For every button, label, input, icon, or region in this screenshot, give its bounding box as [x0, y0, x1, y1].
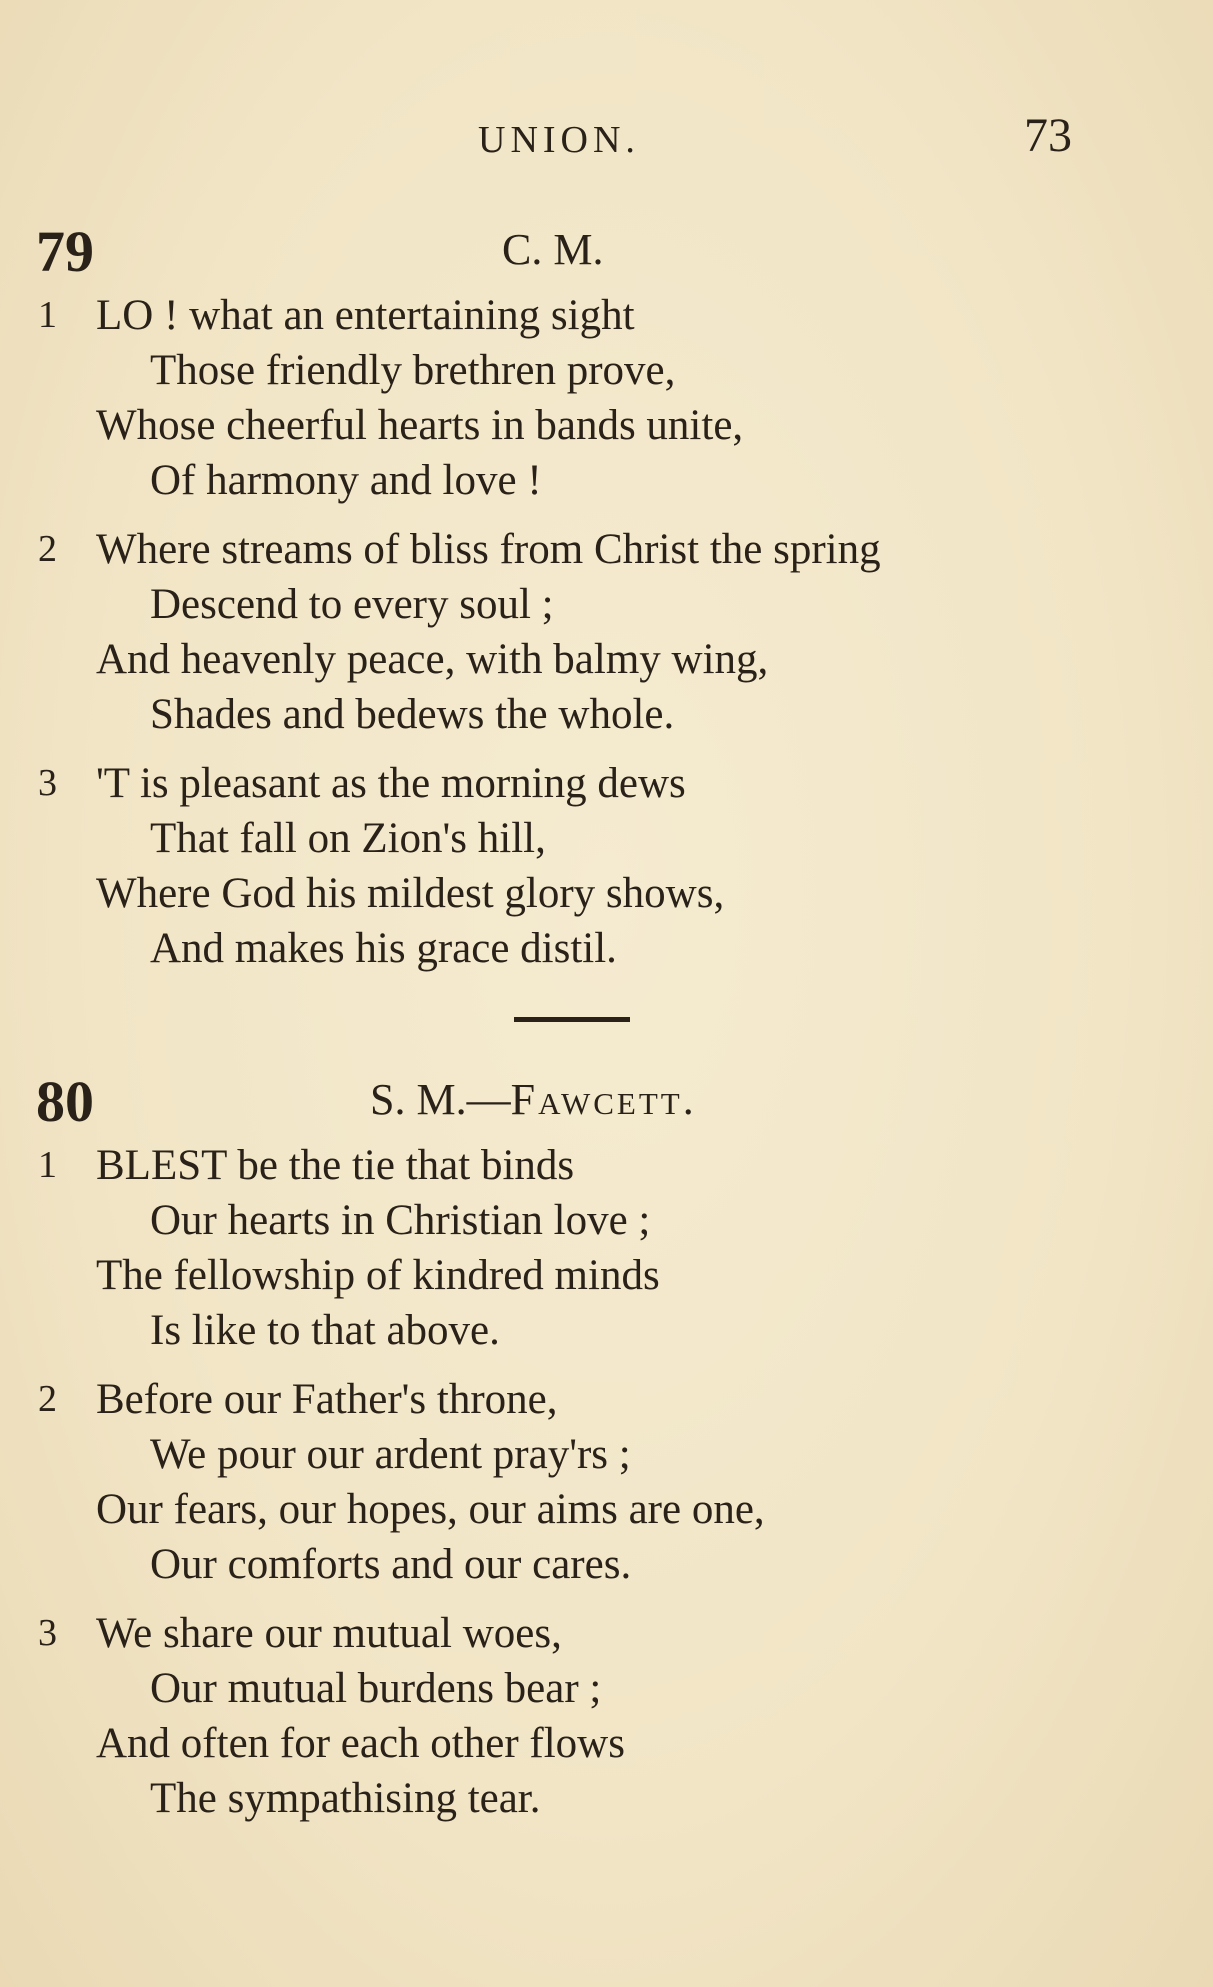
- hymn-number: 79: [36, 219, 94, 284]
- meter-text: S. M.—: [370, 1075, 511, 1124]
- stanza-line: [0, 1427, 1213, 1482]
- hymn-80: [0, 1068, 1213, 1840]
- line-text: Our hearts in Christian love ;: [150, 1197, 651, 1244]
- line-text: Is like to that above.: [150, 1307, 500, 1354]
- stanza: [0, 1606, 1213, 1826]
- line-text: Shades and bedews the whole.: [150, 691, 675, 738]
- stanza-line: [0, 921, 1213, 976]
- stanza: [0, 288, 1213, 508]
- hymn-meter: [502, 224, 603, 275]
- line-text: We pour our ardent pray'rs ;: [150, 1431, 631, 1478]
- line-text: And heavenly peace, with balmy wing,: [96, 636, 769, 683]
- stanza-line: [0, 288, 1213, 343]
- running-head: [0, 109, 1213, 168]
- hymn-meter: [370, 1074, 697, 1125]
- stanza-line: [0, 1606, 1213, 1661]
- stanza-number: 2: [38, 528, 57, 570]
- hymn-author: Fawcett.: [510, 1075, 697, 1124]
- stanza-number: 3: [38, 762, 57, 804]
- line-text: BLEST be the tie that binds: [96, 1142, 575, 1189]
- line-text: Our mutual burdens bear ;: [150, 1665, 602, 1712]
- stanza-line: [0, 577, 1213, 632]
- hymn-header: [0, 218, 1213, 288]
- line-text: Those friendly brethren prove,: [150, 347, 676, 394]
- line-text: Where streams of bliss from Christ the spring: [96, 526, 881, 573]
- line-text: Where God his mildest glory shows,: [96, 870, 725, 917]
- stanza-line: [0, 632, 1213, 687]
- line-text: LO ! what an entertaining sight: [96, 292, 635, 339]
- stanza: [0, 522, 1213, 742]
- stanza-line: [0, 756, 1213, 811]
- stanza-line: [0, 343, 1213, 398]
- stanza-line: [0, 1193, 1213, 1248]
- stanza-line: [0, 1661, 1213, 1716]
- stanza: [0, 1138, 1213, 1358]
- stanza-line: [0, 1482, 1213, 1537]
- stanza: [0, 756, 1213, 976]
- meter-text: C. M.: [502, 225, 604, 274]
- stanza-line: [0, 1248, 1213, 1303]
- line-text: We share our mutual woes,: [96, 1610, 562, 1657]
- section-title: UNION.: [478, 119, 640, 161]
- stanza-number: 1: [38, 1144, 57, 1186]
- stanza-line: [0, 398, 1213, 453]
- hymn-number: 80: [36, 1069, 94, 1134]
- hymn-79: [0, 218, 1213, 990]
- line-text: Our fears, our hopes, our aims are one,: [96, 1486, 765, 1533]
- stanza-line: [0, 1303, 1213, 1358]
- line-text: 'T is pleasant as the morning dews: [96, 760, 686, 807]
- stanza-line: [0, 1138, 1213, 1193]
- stanza-line: [0, 866, 1213, 921]
- line-text: Of harmony and love !: [150, 457, 542, 504]
- line-text: The fellowship of kindred minds: [96, 1252, 660, 1299]
- line-text: Before our Father's throne,: [96, 1376, 558, 1423]
- stanza-line: [0, 453, 1213, 508]
- stanza-number: 1: [38, 294, 57, 336]
- line-text: And often for each other flows: [96, 1720, 625, 1767]
- line-text: The sympathising tear.: [150, 1775, 541, 1822]
- stanza-line: [0, 1771, 1213, 1826]
- line-text: Our comforts and our cares.: [150, 1541, 632, 1588]
- stanza-line: [0, 1372, 1213, 1427]
- page-number: 73: [1024, 109, 1072, 162]
- line-text: Whose cheerful hearts in bands unite,: [96, 402, 744, 449]
- stanza-number: 2: [38, 1378, 57, 1420]
- stanza-number: 3: [38, 1612, 57, 1654]
- stanza-line: [0, 687, 1213, 742]
- line-text: And makes his grace distil.: [150, 925, 617, 972]
- stanza: [0, 1372, 1213, 1592]
- section-divider: [514, 1017, 630, 1022]
- stanza-line: [0, 1716, 1213, 1771]
- stanza-line: [0, 811, 1213, 866]
- hymn-header: [0, 1068, 1213, 1138]
- stanza-line: [0, 522, 1213, 577]
- line-text: Descend to every soul ;: [150, 581, 554, 628]
- stanza-line: [0, 1537, 1213, 1592]
- line-text: That fall on Zion's hill,: [150, 815, 546, 862]
